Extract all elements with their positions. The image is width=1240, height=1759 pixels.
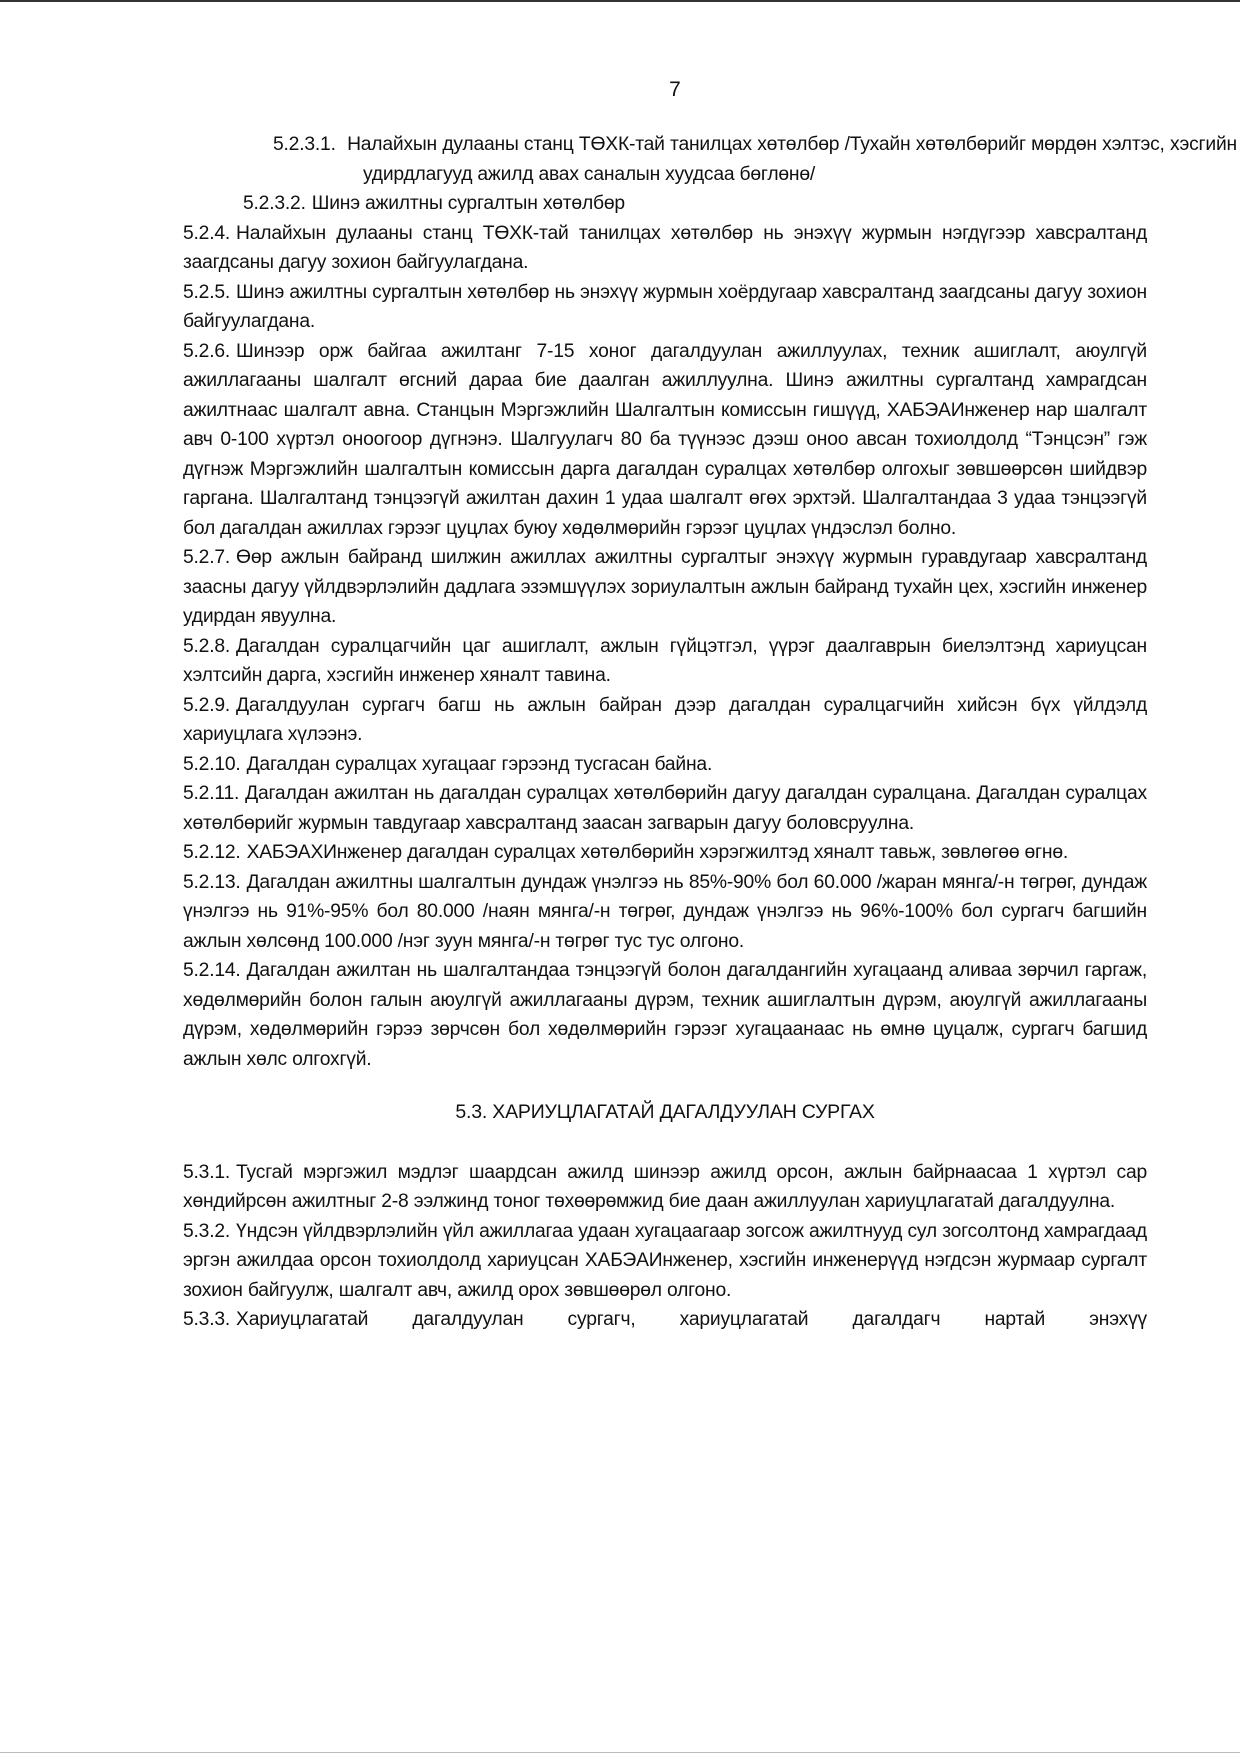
clause-number: 5.3.1. [183,1161,231,1183]
clause-number: 5.2.9. [183,694,231,716]
clause-5-3-3 [183,1305,1147,1335]
clause-5-2-14 [183,956,1147,1074]
clause-text: Өөр ажлын байранд шилжин ажиллах ажилтны сургалтыг энэхүү журмын гуравдугаар хавсралтанд заасны дагуу үйлдвэрлэлийн дадлага эзэмшүүлэх зориулалтын ажлын байранд тухайн цех, хэсгийн инженер удирдан явуулна. [183,547,1147,627]
section-heading-5-3: 5.3. ХАРИУЦЛАГАТАЙ ДАГАЛДУУЛАН СУРГАХ [455,1101,875,1123]
clause-number: 5.2.5. [183,281,231,303]
clause-text: Дагалдан суралцах хугацааг гэрээнд тусгасан байна. [246,753,713,775]
document-body [183,130,1237,1335]
clause-5-2-10 [183,750,1147,780]
clause-5-2-12 [183,838,1147,868]
clause-text: Дагалдан суралцагчийн цаг ашиглалт, ажлын гүйцэтгэл, үүрэг даалгаврын биелэлтэнд хариуцсан хэлтсийн дарга, хэсгийн инженер хяналт тавина. [183,635,1147,686]
clause-number: 5.2.12. [183,842,241,863]
clause-number: 5.2.11. [183,783,240,804]
scan-edge-bottom [0,1752,1240,1753]
clause-5-2-7 [183,543,1147,632]
clause-number: 5.2.10. [183,753,241,775]
clause-5-2-3-2 [243,189,1117,219]
clause-5-3-1 [183,1158,1147,1217]
clause-number: 5.3.2. [183,1220,231,1242]
clause-text: Шинээр орж байгаа ажилтанг 7-15 хоног дагалдуулан ажиллуулах, техник ашиглалт, аюулгүй ажиллагааны шалгалт өгсний дараа бие даалган ажиллуулна. Шинэ ажилтны сургалтанд хамрагдсан ажилтнаас шалгалт авна. Станцын Мэргэжлийн Шалгалтын комиссын гишүүд, ХАБЭАИнженер нар шалгалт авч 0-100 хүртэл оноогоор дүгнэнэ. Шалгуулагч 80 ба түүнээс дээш оноо авсан тохиолдолд “Тэнцсэн” гэж дүгнэж Мэргэжлийн шалгалтын комиссын дарга дагалдан суралцах хөтөлбөр олгохыг зөвшөөрсөн шийдвэр гаргана. Шалгалтанд тэнцээгүй ажилтан дахин 1 удаа шалгалт өгөх эрхтэй. Шалгалтандаа 3 удаа тэнцээгүй бол дагалдан ажиллах гэрээг цуцлах буюу хөдөлмөрийн гэрээг цуцлах үндэслэл болно. [183,340,1147,539]
clause-number: 5.2.13. [183,871,241,893]
clause-number: 5.2.14. [183,960,241,981]
clause-number: 5.2.3.2. [243,193,306,214]
clause-number: 5.2.7. [183,547,231,568]
clause-text: Дагалдан ажилтан нь шалгалтандаа тэнцээгүй болон дагалдангийн хугацаанд аливаа зөрчил гаргаж, хөдөлмөрийн болон галын аюулгүй ажиллагааны дүрэм, техник ашиглалтын дүрэм, аюулгүй ажиллагааны дүрэм, хөдөлмөрийн гэрээ зөрчсөн бол хөдөлмөрийн гэрээг хугацаанаас нь өмнө цуцалж, сургагч багшид ажлын хөлс олгохгүй. [183,960,1147,1070]
clause-text: Налайхын дулааны станц ТӨХК-тай танилцах хөтөлбөр нь энэхүү журмын нэгдүгээр хавсралтанд заагдсаны дагуу зохион байгуулагдана. [183,222,1147,273]
clause-text: Хариуцлагатай дагалдуулан сургагч, хариуцлагатай дагалдагч нартай энэхүү [236,1309,1147,1330]
page-number: 7 [669,78,681,101]
clause-5-2-3-1 [273,130,1237,189]
clause-text: Тусгай мэргэжил мэдлэг шаардсан ажилд шинээр ажилд орсон, ажлын байрнаасаа 1 хүртэл сар хөндийрсөн ажилтныг 2-8 ээлжинд тоног төхөөрөмжид бие даан ажиллуулан хариуцлагатай дагалдуулна. [183,1161,1147,1212]
clause-5-3-2 [183,1217,1147,1306]
clause-text: Дагалдан ажилтан нь дагалдан суралцах хөтөлбөрийн дагуу дагалдан суралцана. Дагалдан суралцах хөтөлбөрийг журмын тавдугаар хавсралтанд заасан загварын дагуу боловсруулна. [183,783,1147,834]
clause-5-2-5 [183,278,1147,337]
clause-5-2-8 [183,632,1147,691]
clause-text: Үндсэн үйлдвэрлэлийн үйл ажиллагаа удаан хугацаагаар зогсож ажилтнууд сул зогсолтонд хамрагдаад эргэн ажилдаа орсон тохиолдолд хариуцсан ХАБЭАИнженер, хэсгийн инженерүүд нэгдсэн журмаар сургалт зохион байгуулж, шалгалт авч, ажилд орох зөвшөөрөл олгоно. [183,1220,1147,1301]
clause-text: Дагалдуулан сургагч багш нь ажлын байран дээр дагалдан суралцагчийн хийсэн бүх үйлдэлд хариуцлага хүлээнэ. [183,694,1147,745]
clause-5-2-11 [183,779,1147,838]
clause-number: 5.3.3. [183,1309,231,1330]
clause-number: 5.2.6. [183,340,231,362]
clause-number: 5.2.8. [183,635,231,657]
clause-5-2-6 [183,337,1147,544]
clause-number: 5.2.3.1. [273,134,336,155]
clause-5-2-4 [183,219,1147,278]
clause-number: 5.2.4. [183,222,231,244]
clause-5-2-13 [183,868,1147,957]
clause-text: Дагалдан ажилтны шалгалтын дундаж үнэлгээ нь 85%-90% бол 60.000 /жаран мянга/-н төгрөг, дундаж үнэлгээ нь 91%-95% бол 80.000 /наян мянга/-н төгрөг, дундаж үнэлгээ нь 96%-100% бол сургагч багшийн ажлын хөлсөнд 100.000 /нэг зуун мянга/-н төгрөг тус тус олгоно. [183,871,1147,952]
clause-text: Шинэ ажилтны сургалтын хөтөлбөр [311,193,625,214]
clause-text: ХАБЭАХИнженер дагалдан суралцах хөтөлбөрийн хэрэгжилтэд хяналт тавьж, зөвлөгөө өгнө. [246,842,1068,863]
clause-text: Налайхын дулааны станц ТӨХК-тай танилцах хөтөлбөр /Тухайн хөтөлбөрийг мөрдөн хэлтэс, хэсгийн удирдлагууд ажилд авах саналын хуудсаа бөглөнө/ [347,134,1237,185]
clause-text: Шинэ ажилтны сургалтын хөтөлбөр нь энэхүү журмын хоёрдугаар хавсралтанд заагдсаны дагуу зохион байгуулагдана. [183,281,1147,332]
clause-5-2-9 [183,691,1147,750]
scan-edge-top [0,0,1240,2]
